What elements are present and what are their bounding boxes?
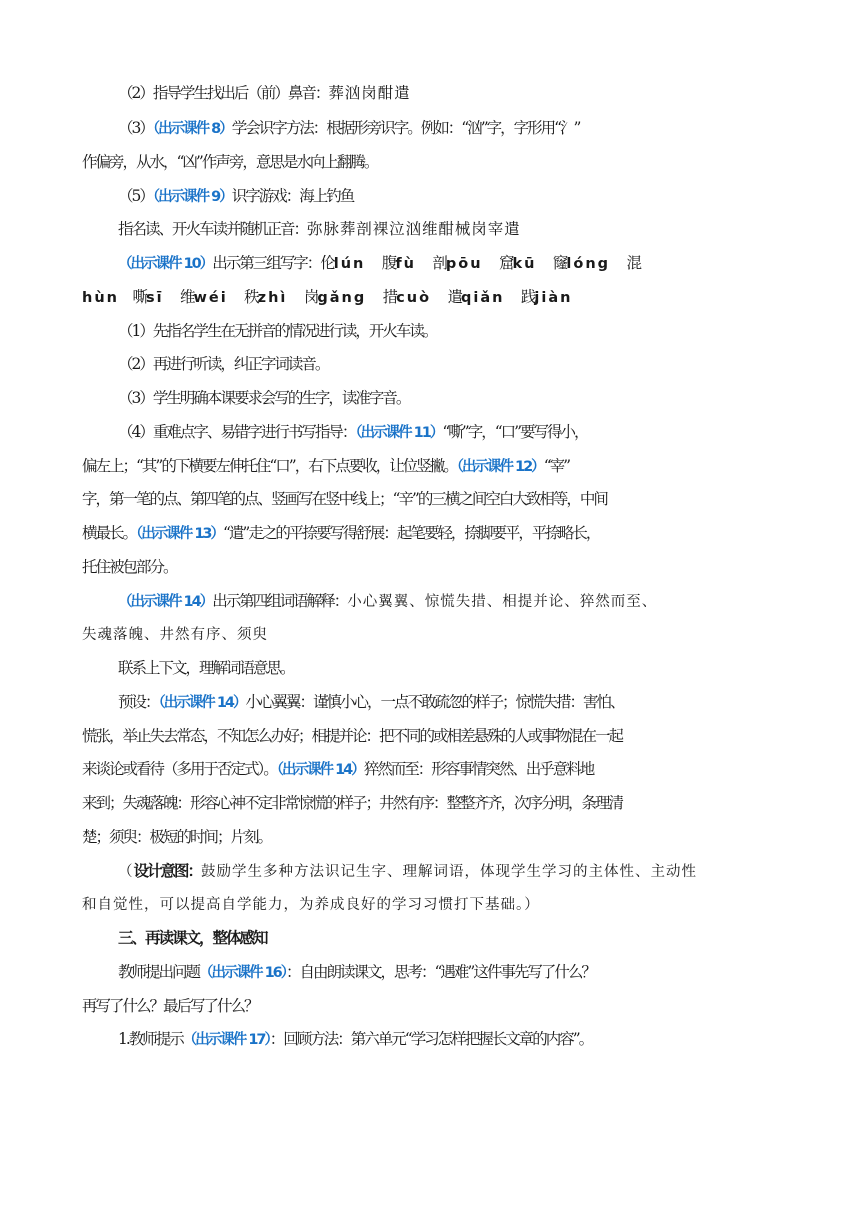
text-line (118, 860, 860, 883)
italic-style-text: （ (118, 864, 134, 880)
text-line (82, 455, 860, 478)
pinyin-text: sī (145, 290, 164, 306)
bold-label: 设计意图： (133, 862, 202, 880)
text-line (118, 252, 860, 275)
text-segment: 窿 (536, 254, 567, 272)
courseware-ref-link: （出示课件 14） (276, 762, 364, 778)
text-segment: 嘶 (118, 288, 146, 306)
text-segment: 混 (610, 254, 640, 272)
text-line (82, 286, 860, 309)
text-line (82, 995, 860, 1017)
text-segment: ：回顾方法：第六单元“学习怎样把握长文章的内容”。 (269, 1030, 593, 1048)
pinyin-text: zhì (257, 290, 288, 306)
text-line (82, 522, 860, 545)
courseware-ref-link: （出示课件 8） (152, 121, 232, 137)
text-line (118, 657, 860, 679)
italic-style-text: 小心翼翼、惊慌失措、相提并论、猝然而至、 (347, 594, 658, 610)
text-line (118, 1028, 860, 1051)
text-line (82, 758, 860, 781)
pinyin-text: lún (333, 256, 366, 272)
text-segment: 措 (366, 288, 397, 306)
section-heading (118, 927, 860, 949)
pinyin-text: kū (512, 256, 537, 272)
pinyin-text: jiàn (534, 290, 573, 306)
text-segment: 慌张，举止失去常态，不知怎么办好；相提并论：把不同的或相差悬殊的人或事物混在一起 (82, 727, 623, 745)
courseware-ref-link: （出示课件 13） (136, 526, 223, 542)
text-segment: （2）再进行听读，纠正字词读音。 (118, 355, 329, 373)
text-line (118, 320, 860, 342)
courseware-ref-link: （出示课件 9） (152, 189, 232, 205)
text-segment: （3） (118, 119, 153, 137)
courseware-ref-link: （出示课件 14） (158, 695, 246, 711)
pinyin-text: lóng (566, 256, 611, 272)
text-line (118, 590, 860, 613)
text-segment: 指名读、开火车读并随机正音：弥 脉 葬 剖 裸 泣 汹 维 酣 械 岗 宰 遣 (118, 220, 518, 238)
text-segment: 出示第三组写字：伦 (212, 254, 334, 272)
text-segment: 识字游戏：海上钓鱼 (231, 187, 354, 205)
text-line (118, 82, 860, 104)
text-segment: 预设： (118, 693, 159, 711)
text-segment: 偏左上；“其”的下横要左伸托住“口”，右下点要收，让位竖撇。 (82, 457, 457, 475)
text-line (82, 488, 860, 510)
text-segment: 践 (504, 288, 535, 306)
text-segment: “宰” (543, 457, 570, 475)
italic-style-text: 鼓励学生多种方法识记生字、理解词语，体现学生学习的主体性、主动性 (201, 864, 698, 880)
text-segment: 剖 (415, 254, 446, 272)
text-segment: 楚；须臾：极短的时间；片刻。 (82, 828, 272, 846)
italic-style-text: 失魂落魄、井然有序、须臾 (82, 627, 268, 643)
pinyin-text: fù (395, 256, 416, 272)
text-segment: “遣”走之的平捺要写得舒展：起笔要轻，捺脚要平，平捺略长， (223, 524, 600, 542)
text-line (118, 353, 860, 375)
text-line (82, 556, 860, 578)
text-segment: （5） (118, 187, 153, 205)
text-segment: 联系上下文，理解词语意思。 (118, 659, 294, 677)
text-line (118, 387, 860, 409)
text-segment: 出示第四组词语解释： (212, 592, 348, 610)
pinyin-text: gǎng (317, 290, 367, 306)
pinyin-text: hùn (82, 290, 119, 306)
text-segment: ：自由朗读课文，思考：“遇难”这件事先写了什么？ (286, 963, 595, 981)
text-segment: 小心翼翼：谨慎小心，一点不敢疏忽的样子；惊慌失措：害怕、 (245, 693, 624, 711)
text-line (82, 792, 860, 814)
text-segment: “嘶”字，“口”要写得小， (442, 423, 588, 441)
text-segment: 横最长。 (82, 524, 137, 542)
italic-style-text: 和自觉性，可以提高自学能力，为养成良好的学习习惯打下基础。） (82, 897, 540, 913)
text-line (82, 725, 860, 747)
text-segment: 腹 (365, 254, 396, 272)
pinyin-text: cuò (396, 290, 432, 306)
text-segment: 秩 (227, 288, 258, 306)
text-segment: 猝然而至：形容事情突然、出乎意料地 (363, 760, 594, 778)
courseware-ref-link: （出示课件 10） (118, 256, 213, 272)
text-line (118, 185, 860, 208)
text-line (82, 623, 860, 646)
text-line (82, 151, 860, 173)
text-segment: 岗 (287, 288, 318, 306)
text-segment: （4）重难点字、易错字进行书写指导： (118, 423, 356, 441)
text-segment: 字，第一笔的点、第四笔的点、竖画写在竖中线上；“辛”的三横之间空白大致相等，中间 (82, 490, 607, 508)
text-line (82, 826, 860, 848)
text-segment: 1.教师提示 (118, 1030, 183, 1048)
text-segment: （3）学生明确本课要求会写的生字，读准字音。 (118, 389, 410, 407)
text-segment: 来谈论或看待（多用于否定式）。 (82, 760, 277, 778)
text-segment: 学会识字方法：根据形旁识字。例如：“汹”字，字形用“氵” (231, 119, 580, 137)
text-segment: 教师提出问题 (118, 963, 200, 981)
text-segment: 窟 (482, 254, 513, 272)
courseware-ref-link: （出示课件 11） (355, 425, 443, 441)
pinyin-text: wéi (193, 290, 228, 306)
text-segment: 再写了什么？最后写了什么？ (82, 997, 258, 1015)
text-segment: 维 (163, 288, 194, 306)
text-line (118, 421, 860, 444)
pinyin-text: pōu (445, 256, 483, 272)
pinyin-text: qiǎn (460, 290, 505, 306)
text-segment: 来到；失魂落魄：形容心神不定非常惊慌的样子；井然有序：整整齐齐，次序分明，条理清 (82, 794, 623, 812)
bold-label: 三、再读课文，整体感知 (118, 929, 267, 947)
text-line (118, 117, 860, 140)
courseware-ref-link: （出示课件 17） (182, 1032, 270, 1048)
text-line (118, 218, 860, 240)
text-segment: 作偏旁，从水，“凶”作声旁，意思是水向上翻腾。 (82, 153, 378, 171)
text-line (82, 893, 860, 916)
text-line (118, 961, 860, 984)
text-line (118, 691, 860, 714)
text-segment: （1）先指名学生在无拼音的情况进行读，开火车读。 (118, 322, 437, 340)
text-segment: （2）指导学生找出后（前）鼻音：葬 汹 岗 酣 遣 (118, 84, 408, 102)
courseware-ref-link: （出示课件 16） (199, 965, 286, 981)
courseware-ref-link: （出示课件 12） (456, 459, 544, 475)
text-segment: 托住被包部分。 (82, 558, 177, 576)
courseware-ref-link: （出示课件 14） (118, 594, 213, 610)
text-segment: 遣 (431, 288, 461, 306)
